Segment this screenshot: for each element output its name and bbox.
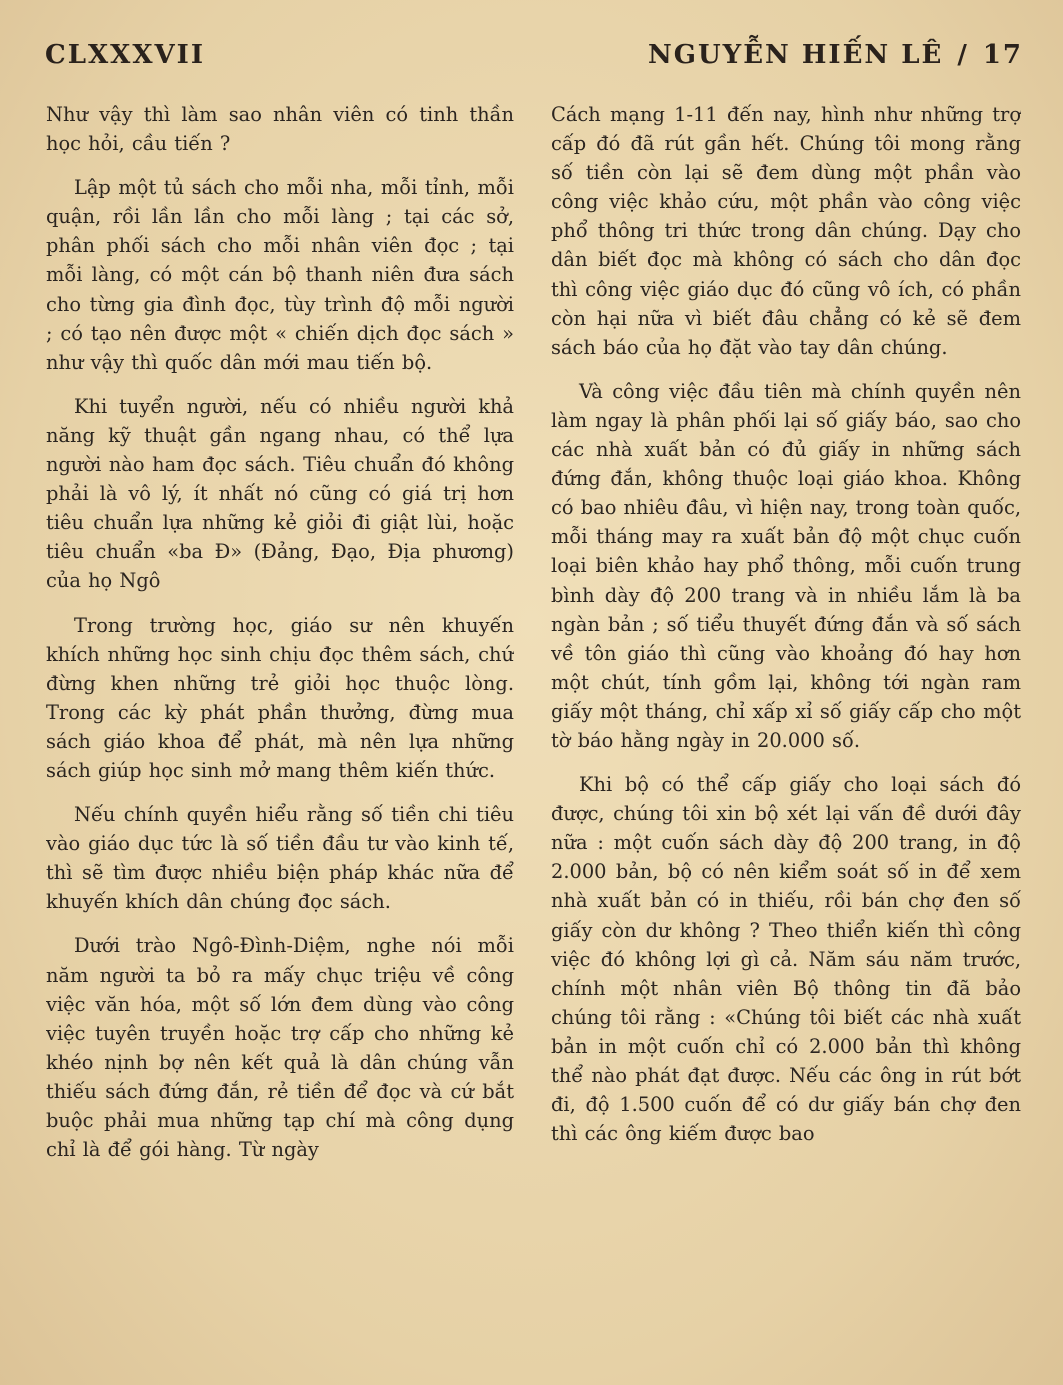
paragraph: Như vậy thì làm sao nhân viên có tinh thần học hỏi, cầu tiến ? xyxy=(46,103,514,156)
right-column xyxy=(551,100,1021,1350)
paragraph: Và công việc đầu tiên mà chính quyền nên làm ngay là phân phối lại số giấy báo, sao cho các nhà xuất bản có đủ giấy in những sách đứng đắn, không thuộc loại giáo khoa. Không có bao nhiêu đâu, vì hiện nay, trong toàn quốc, mỗi tháng may ra xuất bản độ một chục cuốn loại biên khảo hay phổ thông, mỗi cuốn trung bình dày độ 200 trang và in nhiều lắm là ba ngàn bản ; số tiểu thuyết đứng đắn và số sách về tôn giáo thì cũng vào khoảng đó hay hơn một chút, tính gồm lại, không tới ngàn ram giấy một tháng, chỉ xấp xỉ số giấy cấp cho một tờ báo hằng ngày in 20.000 số. xyxy=(551,379,1021,752)
author-name: NGUYỄN HIẾN LÊ xyxy=(648,40,944,70)
header-separator: / xyxy=(957,40,969,70)
paragraph: Cách mạng 1-11 đến nay, hình như những trợ cấp đó đã rút gần hết. Chúng tôi mong rằng số tiền còn lại sẽ đem dùng một phần vào công việc khảo cứu, một phần vào công việc phổ thông tri thức trong dân chúng. Dạy cho dân biết đọc mà không có sách cho dân đọc thì công việc giáo dục đó cũng vô ích, có phần còn hại nữa vì biết đâu chẳng có kẻ sẽ đem sách báo của họ đặt vào tay dân chúng. xyxy=(551,103,1021,359)
page-header xyxy=(45,40,1023,80)
paragraph: Trong trường học, giáo sư nên khuyến khích những học sinh chịu đọc thêm sách, chứ đừng khen những trẻ giỏi học thuộc lòng. Trong các kỳ phát phần thưởng, đừng mua sách giáo khoa để phát, mà nên lựa những sách giúp học sinh mở mang thêm kiến thức. xyxy=(46,613,514,782)
paragraph: Lập một tủ sách cho mỗi nha, mỗi tỉnh, mỗi quận, rồi lần lần cho mỗi làng ; tại các sở, phân phối sách cho mỗi nhân viên đọc ; tại mỗi làng, có một cán bộ thanh niên đưa sách cho từng gia đình đọc, tùy trình độ mỗi người ; có tạo nên được một « chiến dịch đọc sách » như vậy thì quốc dân mới mau tiến bộ. xyxy=(46,176,514,374)
left-column xyxy=(46,100,514,1350)
section-number: CLXXXVII xyxy=(45,40,205,70)
header-right xyxy=(648,40,1023,70)
paragraph: Nếu chính quyền hiểu rằng số tiền chi tiêu vào giáo dục tức là số tiền đầu tư vào kinh tế, thì sẽ tìm được nhiều biện pháp khác nữa để khuyến khích dân chúng đọc sách. xyxy=(46,803,514,914)
page-number: 17 xyxy=(982,40,1023,70)
paragraph: Khi bộ có thể cấp giấy cho loại sách đó được, chúng tôi xin bộ xét lại vấn đề dưới đây nữa : một cuốn sách dày độ 200 trang, in độ 2.000 bản, bộ có nên kiểm soát số in để xem nhà xuất bản có in thiếu, rồi bán chợ đen số giấy còn dư không ? Theo thiển kiến thì công việc đó không lợi gì cả. Năm sáu năm trước, chính một nhân viên Bộ thông tin đã bảo chúng tôi rằng : «Chúng tôi biết các nhà xuất bản in một cuốn chỉ có 2.000 bản thì không thể nào phát đạt được. Nếu các ông in rút bớt đi, độ 1.500 cuốn để có dư giấy bán chợ đen thì các ông kiếm được bao xyxy=(551,773,1021,1146)
text-columns xyxy=(46,100,1021,1350)
paragraph: Dưới trào Ngô-Đình-Diệm, nghe nói mỗi năm người ta bỏ ra mấy chục triệu về công việc văn hóa, một số lớn đem dùng vào công việc tuyên truyền hoặc trợ cấp cho những kẻ khéo nịnh bợ nên kết quả là dân chúng vẫn thiếu sách đứng đắn, rẻ tiền để đọc và cứ bắt buộc phải mua những tạp chí mà công dụng chỉ là để gói hàng. Từ ngày xyxy=(46,934,514,1162)
paragraph: Khi tuyển người, nếu có nhiều người khả năng kỹ thuật gần ngang nhau, có thể lựa người nào ham đọc sách. Tiêu chuẩn đó không phải là vô lý, ít nhất nó cũng có giá trị hơn tiêu chuẩn lựa những kẻ giỏi đi giật lùi, hoặc tiêu chuẩn «ba Đ» (Đảng, Đạo, Địa phương) của họ Ngô xyxy=(46,394,514,593)
